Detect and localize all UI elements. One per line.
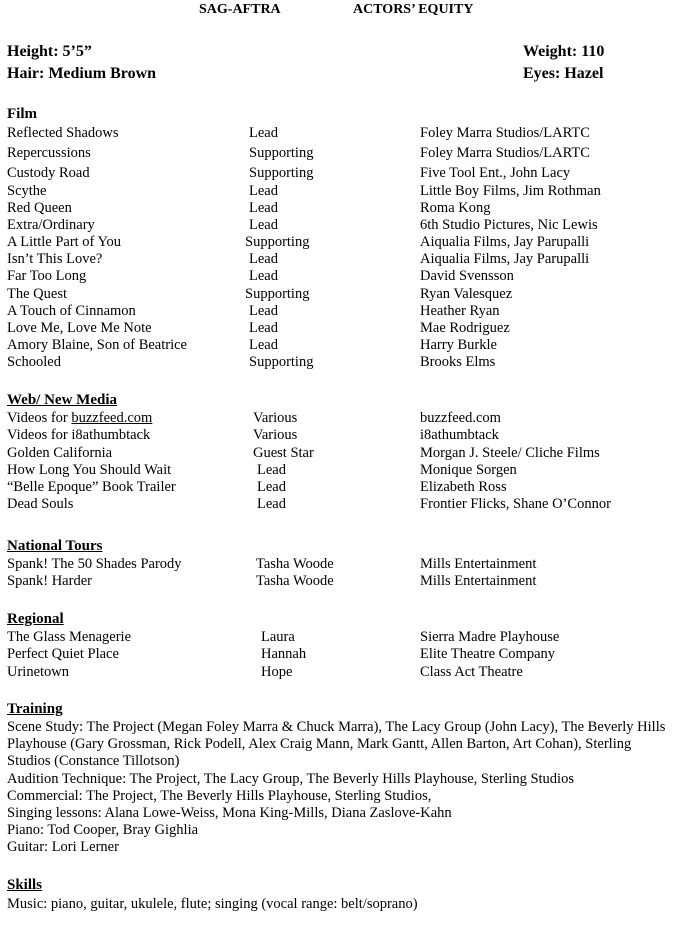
skills-text: Music: piano, guitar, ukulele, flute; singing (vocal range: belt/soprano)	[7, 896, 418, 912]
credit-company: Elite Theatre Company	[420, 646, 556, 662]
credit-row	[0, 320, 680, 337]
credit-role: Lead	[249, 268, 278, 284]
credit-row	[0, 664, 680, 681]
credit-title: Spank! Harder	[7, 573, 92, 589]
credit-role: Lead	[249, 303, 278, 319]
credit-role: Supporting	[245, 234, 310, 250]
credit-company: David Svensson	[420, 268, 514, 284]
credit-row	[0, 462, 680, 479]
training-line: Guitar: Lori Lerner	[7, 839, 119, 856]
credit-role: Various	[253, 427, 298, 443]
weight-stat: Weight: 110	[523, 43, 605, 60]
credit-title: Amory Blaine, Son of Beatrice	[7, 337, 187, 353]
credit-row	[0, 145, 680, 162]
height-stat: Height: 5’5”	[7, 43, 92, 60]
credit-title: Schooled	[7, 354, 61, 370]
credit-row	[0, 646, 680, 663]
credit-role: Various	[253, 410, 298, 426]
credit-title: Videos for i8athumbtack	[7, 427, 151, 443]
credit-role: Lead	[249, 251, 278, 267]
credit-title: A Little Part of You	[7, 234, 121, 250]
credit-role: Guest Star	[253, 445, 314, 461]
credit-role: Laura	[261, 629, 295, 645]
credit-role: Supporting	[249, 354, 314, 370]
credit-role: Lead	[257, 462, 286, 478]
credit-row	[0, 234, 680, 251]
credit-title: “Belle Epoque” Book Trailer	[7, 479, 176, 495]
credit-company: Harry Burkle	[420, 337, 497, 353]
training-line: Piano: Tod Cooper, Bray Gighlia	[7, 822, 199, 839]
credit-company: i8athumbtack	[420, 427, 499, 443]
credit-row	[0, 337, 680, 354]
credit-title: Dead Souls	[7, 496, 74, 512]
credit-row	[0, 200, 680, 217]
training-line: Scene Study: The Project (Megan Foley Marra & Chuck Marra), The Lacy Group (John Lacy), The Beverly Hills Playhouse (Gary Grossman, Rick Podell, Alex Craig Mann, Mark Gantt, Allen Barton, Art Cohan), Sterling Studios (Constance Tillotson)	[7, 719, 666, 770]
credit-row	[0, 165, 680, 182]
credit-role: Tasha Woode	[256, 573, 334, 589]
credit-row	[0, 629, 680, 646]
credit-title: Red Queen	[7, 200, 72, 216]
union-actors-equity: ACTORS’ EQUITY	[353, 2, 474, 17]
credit-company: Sierra Madre Playhouse	[420, 629, 560, 645]
training-line: Commercial: The Project, The Beverly Hills Playhouse, Sterling Studios,	[7, 787, 432, 804]
credit-row	[0, 573, 680, 590]
credit-role: Supporting	[249, 165, 314, 181]
credit-role: Lead	[249, 125, 278, 141]
credit-role: Lead	[249, 337, 278, 353]
credit-row	[0, 125, 680, 142]
credit-title: Love Me, Love Me Note	[7, 320, 152, 336]
credit-title: The Glass Menagerie	[7, 629, 132, 645]
credit-role: Supporting	[249, 145, 314, 161]
credit-row	[0, 427, 680, 444]
credit-title: Spank! The 50 Shades Parody	[7, 556, 182, 572]
credit-company: Mills Entertainment	[420, 556, 537, 572]
credit-role: Tasha Woode	[256, 556, 334, 572]
credit-row	[0, 217, 680, 234]
credit-company: Frontier Flicks, Shane O’Connor	[420, 496, 611, 512]
credit-row	[0, 268, 680, 285]
credit-row	[0, 286, 680, 303]
credit-title: Isn’t This Love?	[7, 251, 103, 267]
credit-company: Little Boy Films, Jim Rothman	[420, 183, 601, 199]
credit-role: Hannah	[261, 646, 307, 662]
credit-company: Aiqualia Films, Jay Parupalli	[420, 251, 590, 267]
credit-row	[0, 303, 680, 320]
section-heading-web: Web/ New Media	[7, 392, 117, 408]
credit-title: The Quest	[7, 286, 67, 302]
union-sag-aftra: SAG-AFTRA	[199, 2, 281, 17]
credit-company: Brooks Elms	[420, 354, 496, 370]
section-heading-skills: Skills	[7, 877, 43, 893]
credit-company: Foley Marra Studios/LARTC	[420, 125, 590, 141]
credit-company: Ryan Valesquez	[420, 286, 513, 302]
credit-company: Class Act Theatre	[420, 664, 523, 680]
credit-row	[0, 479, 680, 496]
credit-title-prefix: Videos for	[7, 410, 72, 426]
training-block	[7, 719, 672, 857]
section-heading-tours: National Tours	[7, 538, 103, 554]
credit-role: Lead	[257, 496, 286, 512]
credit-role: Lead	[249, 320, 278, 336]
credit-company: Mills Entertainment	[420, 573, 537, 589]
credit-title: Extra/Ordinary	[7, 217, 95, 233]
credit-row	[0, 251, 680, 268]
credit-company: Monique Sorgen	[420, 462, 517, 478]
credit-row	[0, 556, 680, 573]
credit-title: Repercussions	[7, 145, 91, 161]
credit-row	[0, 183, 680, 200]
credit-role: Lead	[257, 479, 286, 495]
section-heading-training: Training	[7, 701, 63, 717]
credit-title	[7, 410, 152, 427]
credit-company: Morgan J. Steele/ Cliche Films	[420, 445, 600, 461]
credit-row	[0, 445, 680, 462]
section-heading-regional: Regional	[7, 611, 64, 627]
credit-company: Roma Kong	[420, 200, 491, 216]
credit-company: Heather Ryan	[420, 303, 500, 319]
hair-stat: Hair: Medium Brown	[7, 65, 157, 82]
credit-row	[0, 410, 680, 427]
credit-title: Far Too Long	[7, 268, 87, 284]
credit-title: Perfect Quiet Place	[7, 646, 119, 662]
credit-company: Five Tool Ent., John Lacy	[420, 165, 571, 181]
credit-role: Lead	[249, 183, 278, 199]
credit-title: Scythe	[7, 183, 47, 199]
credit-title: A Touch of Cinnamon	[7, 303, 136, 319]
credit-company: Foley Marra Studios/LARTC	[420, 145, 590, 161]
credit-title: Custody Road	[7, 165, 90, 181]
buzzfeed-link[interactable]: buzzfeed.com	[71, 410, 153, 426]
credit-title: How Long You Should Wait	[7, 462, 172, 478]
credit-row	[0, 354, 680, 371]
eyes-stat: Eyes: Hazel	[523, 65, 604, 82]
credit-role: Lead	[249, 217, 278, 233]
credit-company: Mae Rodriguez	[420, 320, 510, 336]
credit-company: Aiqualia Films, Jay Parupalli	[420, 234, 590, 250]
credit-row	[0, 496, 680, 513]
credit-company: Elizabeth Ross	[420, 479, 507, 495]
credit-role: Lead	[249, 200, 278, 216]
credit-title: Reflected Shadows	[7, 125, 119, 141]
section-heading-film: Film	[7, 106, 37, 122]
training-line: Singing lessons: Alana Lowe-Weiss, Mona King-Mills, Diana Zaslove-Kahn	[7, 805, 452, 822]
training-line: Audition Technique: The Project, The Lacy Group, The Beverly Hills Playhouse, Sterling Studios	[7, 770, 574, 787]
credit-role: Supporting	[245, 286, 310, 302]
credit-company: buzzfeed.com	[420, 410, 501, 426]
credit-company: 6th Studio Pictures, Nic Lewis	[420, 217, 598, 233]
credit-title: Golden California	[7, 445, 113, 461]
credit-title: Urinetown	[7, 664, 70, 680]
credit-role: Hope	[261, 664, 293, 680]
